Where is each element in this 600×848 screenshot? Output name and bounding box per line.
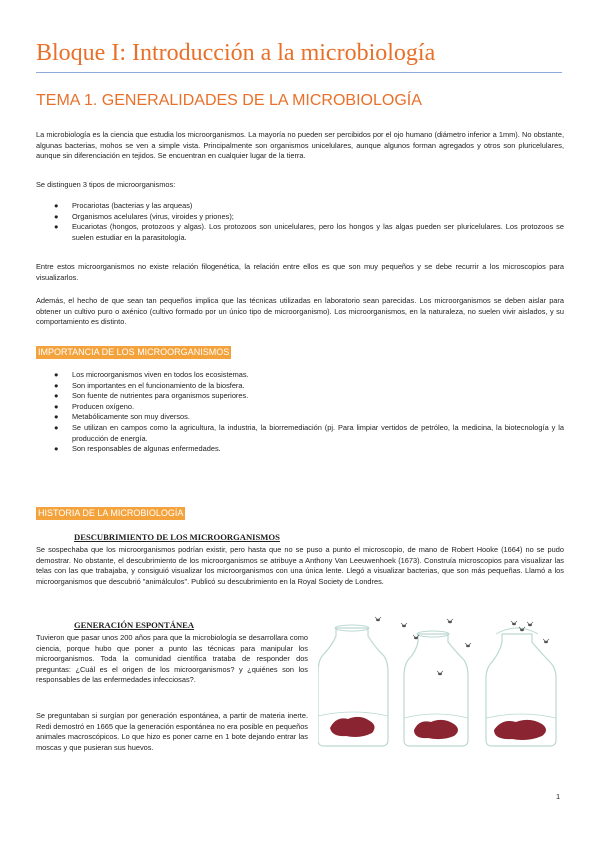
descubrimiento-heading: DESCUBRIMIENTO DE LOS MICROORGANISMOS [74,532,280,542]
list-item-text: Procariotas (bacterias y las arqueas) [72,201,193,210]
bullet-icon: ● [54,201,59,210]
title-underline [36,72,562,73]
intro-paragraph-1: La microbiología es la ciencia que estudia los microorganismos. La mayoría no pueden ser percibidos por el ojo humano (diámetro inferior a 1mm). No obstante, algunas bacterias, mohos se ven a simple vista. Principalmente son organismos unicelulares, aunque algunos forman agregados y otros son pluricelulares, aunque sin diferenciación en tejidos. Se encuentran en cualquier lugar de la tierra. [36,130,564,161]
list-item [36,381,564,392]
jar-3 [486,628,556,746]
list-item-text: Los microorganismos viven en todos los ecosistemas. [72,370,249,379]
list-item-text: Organismos acelulares (virus, viroides y priones); [72,211,234,221]
bullet-icon: ● [54,444,59,454]
list-item [36,423,564,444]
page-number: 1 [556,792,561,801]
importancia-heading: IMPORTANCIA DE LOS MICROORGANISMOS [38,347,230,357]
descubrimiento-paragraph: Se sospechaba que los microorganismos podrían existir, pero hasta que no se puso a punto el microscopio, de mano de Robert Hooke (1664) no se pudo demostrar. No obstante, el descubrimiento de los microorganismos se atribuye a Anthony Van Leeuwenhoek (1673). Construía microscopios para visualizar las telas con las que trabajaba, y consiguió visualizar los microorganismos con una única lente. Llegó a visualizar bacterias, que son más pequeñas. Llamó a los microorganismos que descubrió "animálculos". Publicó su descubrimiento en la Royal Society de Londres. [36,545,564,586]
list-item [36,370,564,381]
bullet-icon: ● [54,370,59,379]
tema-title: TEMA 1. GENERALIDADES DE LA MICROBIOLOGÍA [36,92,422,109]
list-item [36,444,564,455]
list-item [36,222,564,243]
intro-paragraph-2: Se distinguen 3 tipos de microorganismos: [36,180,176,189]
list-item [36,212,564,223]
list-item-text: Producen oxígeno. [72,401,135,411]
bullet-icon: ● [54,222,59,232]
historia-heading: HISTORIA DE LA MICROBIOLOGÍA [38,508,184,518]
list-item-text: Metabólicamente son muy diversos. [72,412,190,422]
flies [375,617,549,675]
list-item [36,201,564,212]
list-item-text: Son responsables de algunas enfermedades. [72,444,221,454]
list-item-text: Son importantes en el funcionamiento de la biosfera. [72,380,245,390]
microorganism-types-list [36,201,564,243]
document-title: Bloque I: Introducción a la microbiología [36,40,436,66]
bullet-icon: ● [54,412,59,422]
bullet-icon: ● [54,422,59,432]
bullet-icon: ● [54,211,59,221]
bullet-icon: ● [54,391,59,401]
list-item-text: Se utilizan en campos como la agricultura, la industria, la biorremediación (pj. Para limpiar vertidos de petróleo, la medicina, la biotecnología y la producción de energía. [72,422,564,443]
intro-paragraph-4: Además, el hecho de que sean tan pequeños implica que las técnicas utilizadas en laboratorio sean parecidas. Los microorganismos se deben aislar para obtener un cultivo puro o axénico (cultivo formado por un único tipo de microorganismo). Los microorganismos, en la naturaleza, no suelen vivir aislados, y su comportamiento es distinto. [36,296,564,327]
generacion-paragraph-1: Tuvieron que pasar unos 200 años para que la microbiología se desarrollara como ciencia, porque hubo que poner a punto las técnicas para manipular los microorganismos. Toda la comunidad científica trataba de responder dos preguntas: ¿Cuál es el origen de los microorganismos? y ¿quiénes son los responsables de las enfermedades infecciosas?. [36,633,308,685]
bullet-icon: ● [54,401,59,411]
list-item [36,402,564,413]
intro-paragraph-3: Entre estos microorganismos no existe relación filogenética, la relación entre ellos es que son muy pequeños y se debe recurrir a los microscopios para visualizarlos. [36,262,564,282]
generacion-heading: GENERACIÓN ESPONTÁNEA [74,620,195,630]
list-item-text: Son fuente de nutrientes para organismos superiores. [72,391,249,401]
redi-jars-illustration [318,616,564,752]
list-item [36,391,564,402]
list-item-text: Eucariotas (hongos, protozoos y algas). Los protozoos son unicelulares, pero los hongos y las algas pueden ser pluricelulares. Los protozoos se suelen estudiar en la parasitología. [72,222,564,242]
jar-2 [404,631,468,746]
generacion-paragraph-2: Se preguntaban si surgían por generación espontánea, a partir de materia inerte. Redi demostró en 1665 que la generación espontánea no era posible en pequeños animales macroscópicos. Lo que hizo es poner carne en 1 bote dejando entrar las moscas y que pusieran sus huevos. [36,711,308,752]
jar-1 [318,625,388,746]
list-item [36,412,564,423]
importancia-list [36,370,564,455]
bullet-icon: ● [54,380,59,390]
